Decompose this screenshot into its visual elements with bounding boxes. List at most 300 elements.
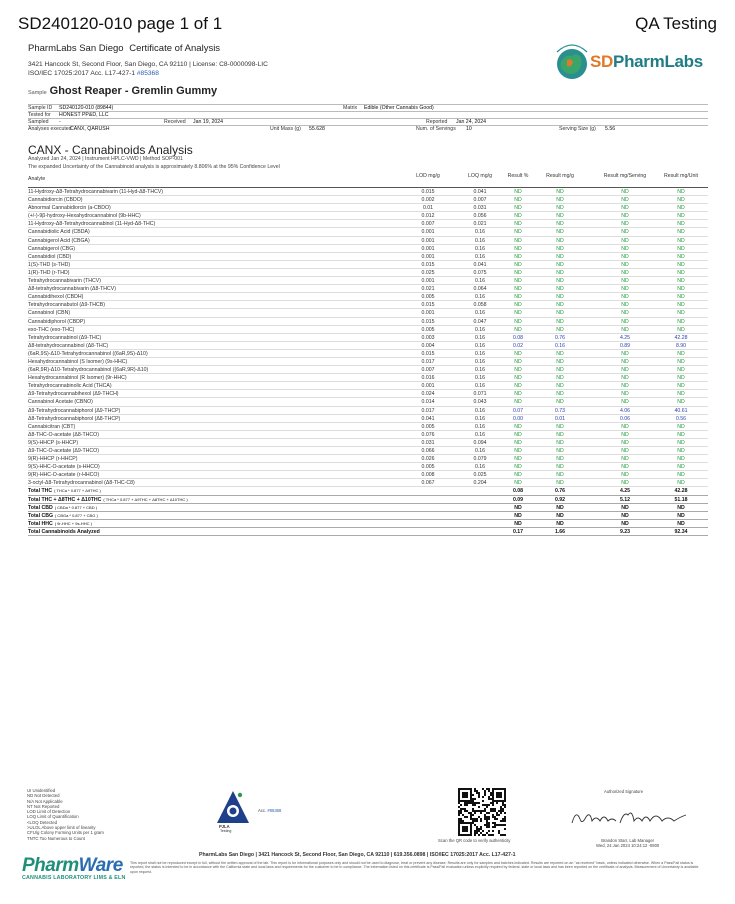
sample-title (28, 85, 217, 97)
lod-cell: 0.005 (421, 326, 435, 333)
result-mg-unit-cell: ND (677, 278, 685, 285)
header-result-mg-unit: Result mg/Unit (663, 173, 699, 179)
analyte-name: Abnormal Cannabidiorcin (a-CBDO) (28, 205, 111, 212)
result-mg-unit-cell: ND (677, 383, 685, 390)
result-pct-cell: ND (514, 326, 522, 333)
result-mg-serving-cell: ND (621, 431, 629, 438)
total-result-pct: 0.09 (512, 496, 524, 503)
table-row (28, 245, 708, 253)
total-result-mg-unit: ND (677, 520, 685, 527)
table-row (28, 366, 708, 374)
total-label: Total Cannabinoids Analyzed (28, 528, 100, 535)
footer-address: PharmLabs San Diego | 3421 Hancock St, Second Floor, San Diego, CA 92110 | 619.356.0898 | ISO/IEC 17025:2017 Acc. L17-427-1 (199, 852, 516, 858)
result-pct-cell: ND (514, 237, 522, 244)
lod-cell: 0.067 (421, 480, 435, 487)
result-mg-unit-cell: ND (677, 237, 685, 244)
analyte-name: 9(R)-HHCP (r-HHCP) (28, 456, 78, 463)
result-mg-serving-cell: ND (621, 326, 629, 333)
result-mg-unit-cell: ND (677, 350, 685, 357)
loq-cell: 0.056 (473, 213, 487, 220)
lod-cell: 0.005 (421, 423, 435, 430)
result-mg-unit-cell: ND (677, 399, 685, 406)
table-row (28, 374, 708, 382)
pjla-testing: Testing (220, 829, 232, 833)
result-pct-cell: ND (514, 431, 522, 438)
result-mg-serving-cell: ND (621, 375, 629, 382)
result-mg-unit-cell: ND (677, 221, 685, 228)
result-pct-cell: ND (514, 294, 522, 301)
total-result-mg-serving: ND (621, 520, 629, 527)
result-mg-unit-cell: ND (677, 229, 685, 236)
loq-cell: 0.16 (474, 367, 486, 374)
lod-cell: 0.001 (421, 245, 435, 252)
loq-cell: 0.007 (473, 197, 487, 204)
loq-cell: 0.094 (473, 439, 487, 446)
lod-cell: 0.076 (421, 431, 435, 438)
result-mg-g-cell: ND (556, 245, 564, 252)
analyte-name: Tetrahydrocannabinolic Acid (THCA) (28, 383, 112, 390)
result-mg-unit-cell: ND (677, 197, 685, 204)
table-row (28, 382, 708, 390)
result-pct-cell: ND (514, 310, 522, 317)
result-mg-serving-cell: ND (621, 205, 629, 212)
result-mg-unit-cell: ND (677, 464, 685, 471)
result-mg-g-cell: ND (556, 399, 564, 406)
result-mg-unit-cell: ND (677, 431, 685, 438)
result-pct-cell: ND (514, 350, 522, 357)
sampled-value: - (59, 119, 61, 125)
result-mg-serving-cell: ND (621, 350, 629, 357)
unit-mass: 55.628 (309, 126, 325, 132)
table-row (28, 309, 708, 317)
result-mg-serving-cell: ND (621, 383, 629, 390)
result-mg-g-cell: ND (556, 310, 564, 317)
sample-name: Ghost Reaper - Gremlin Gummy (49, 85, 218, 97)
total-label: Total CBG ( CBGa * 0.877 + CBG ) (28, 512, 98, 519)
total-row (28, 528, 708, 536)
result-mg-unit-cell: ND (677, 391, 685, 398)
result-mg-g-cell: ND (556, 472, 564, 479)
analyte-name: 1(S)-THD (s-THD) (28, 261, 71, 268)
result-mg-unit-cell: ND (677, 286, 685, 293)
result-mg-unit-cell: ND (677, 245, 685, 252)
result-mg-unit-cell: ND (677, 261, 685, 268)
result-mg-serving-cell: ND (621, 245, 629, 252)
total-row (28, 520, 708, 528)
analyte-name: Tetrahydrocannabinol (Δ9-THC) (28, 334, 102, 341)
total-result-pct: 0.08 (512, 488, 524, 495)
table-row (28, 228, 708, 236)
legend-item: LOD Limit of Detection (27, 809, 71, 815)
analyte-name: 1(R)-THD (r-THD) (28, 269, 70, 276)
lod-cell: 0.016 (421, 375, 435, 382)
footer-disclaimer: This report shall not be reproduced except in full, without the written approval of the lab. This report is for informational purposes only and should not be used to diagnose, treat or prevent any disease. Results are only for samples and batches indicated. Results are reported on an "as received" basis, unless indicated otherwise. When a Pass/Fail status is reported, the status is intended to be in accordance with the California state and local laws and requirements for the customer to be in compliance. The information listed on this certificate is Pass/Fail evaluation unless explicitly required by federal, state or local laws and has been reported on the certificate of analysis. Measurement of Uncertainty is available upon request. (130, 861, 699, 874)
loq-cell: 0.058 (473, 302, 487, 309)
total-formula: ( THCa * 0.877 + Δ9THC + Δ8THC + Δ10THC ) (103, 496, 188, 502)
result-mg-serving-cell: 4.06 (619, 407, 631, 414)
total-label: Total THC + Δ8THC + Δ10THC ( THCa * 0.877 + Δ9THC + Δ8THC + Δ10THC ) (28, 496, 188, 503)
result-pct-cell: ND (514, 318, 522, 325)
result-mg-serving-cell: ND (621, 286, 629, 293)
qr-code-icon[interactable] (458, 788, 506, 836)
result-pct-cell: ND (514, 472, 522, 479)
result-mg-g-cell: ND (556, 431, 564, 438)
result-pct-cell: 0.07 (512, 407, 524, 414)
total-result-mg-unit: ND (677, 512, 685, 519)
result-mg-unit-cell: ND (677, 294, 685, 301)
tested-for: HONEST PP&D, LLC (59, 112, 109, 118)
result-mg-g-cell: 0.16 (554, 342, 566, 349)
result-mg-serving-cell: ND (621, 439, 629, 446)
result-pct-cell: ND (514, 229, 522, 236)
section-subtitle: Analyzed Jan 24, 2024 | Instrument HPLC-VWD | Method SOP-001 (28, 156, 183, 162)
table-row (28, 301, 708, 309)
total-result-mg-g: ND (556, 504, 564, 511)
loq-cell: 0.075 (473, 269, 487, 276)
result-mg-g-cell: ND (556, 189, 564, 195)
result-mg-g-cell: ND (556, 261, 564, 268)
analyte-name: (6aR,9S)-Δ10-Tetrahydrocannabinol ((6aR,9S)-Δ10) (28, 350, 148, 357)
table-row (28, 455, 708, 463)
total-result-mg-unit: 42.28 (674, 488, 688, 495)
result-pct-cell: ND (514, 375, 522, 382)
loq-cell: 0.031 (473, 205, 487, 212)
table-row (28, 326, 708, 334)
analyte-name: Cannabinol (CBN) (28, 310, 71, 317)
lod-cell: 0.001 (421, 253, 435, 260)
analyte-name: 11-Hydroxy-Δ8-Tetrahydrocannabivarin (11-Hyd-Δ8-THCV) (28, 189, 164, 195)
result-mg-g-cell: ND (556, 318, 564, 325)
lod-cell: 0.015 (421, 302, 435, 309)
table-row (28, 423, 708, 431)
result-mg-unit-cell: 40.61 (674, 407, 688, 414)
result-mg-serving-cell: ND (621, 358, 629, 365)
loq-cell: 0.16 (474, 237, 486, 244)
total-result-mg-g: 0.76 (554, 488, 566, 495)
legend-item: TNTC Too Numerous to Count (27, 835, 85, 841)
result-mg-g-cell: ND (556, 205, 564, 212)
cannabinoids-table (28, 172, 708, 536)
result-mg-g-cell: ND (556, 350, 564, 357)
result-mg-serving-cell: ND (621, 237, 629, 244)
total-result-mg-g: 1.66 (554, 528, 566, 535)
analyte-name: 9(R)-HHC-O-acetate (r-HHCO) (28, 472, 100, 479)
loq-cell: 0.071 (473, 391, 487, 398)
total-result-pct: 0.17 (512, 528, 524, 535)
loq-cell: 0.16 (474, 229, 486, 236)
result-mg-serving-cell: ND (621, 253, 629, 260)
loq-cell: 0.16 (474, 294, 486, 301)
analyte-name: (+/-)-9β-hydroxy-Hexahydrocannabinol (9b-HHC) (28, 213, 141, 220)
table-row (28, 415, 708, 423)
table-row (28, 253, 708, 261)
table-row (28, 212, 708, 220)
result-pct-cell: ND (514, 399, 522, 406)
result-mg-unit-cell: ND (677, 448, 685, 454)
lod-cell: 0.026 (421, 456, 435, 463)
lod-cell: 0.004 (421, 342, 435, 349)
table-row (28, 293, 708, 301)
table-row (28, 439, 708, 447)
signature-title: Authorized Signature (604, 789, 644, 794)
lod-cell: 0.001 (421, 310, 435, 317)
table-row (28, 220, 708, 228)
result-pct-cell: ND (514, 269, 522, 276)
result-pct-cell: ND (514, 448, 522, 454)
result-mg-g-cell: ND (556, 326, 564, 333)
lod-cell: 0.017 (421, 407, 435, 414)
loq-cell: 0.16 (474, 464, 486, 471)
table-row (28, 196, 708, 204)
loq-cell: 0.047 (473, 318, 487, 325)
result-mg-serving-cell: ND (621, 229, 629, 236)
result-pct-cell: ND (514, 358, 522, 365)
lab-heading (28, 43, 220, 54)
total-result-mg-g: ND (556, 520, 564, 527)
result-mg-unit-cell: ND (677, 423, 685, 430)
analyte-name: Cannabicitran (CBT) (28, 423, 76, 430)
result-mg-unit-cell: ND (677, 205, 685, 212)
total-formula: ( CBGa * 0.877 + CBG ) (54, 512, 98, 518)
serving-size: 5.56 (605, 126, 616, 132)
result-pct-cell: 0.00 (512, 415, 524, 422)
lod-cell: 0.041 (421, 415, 435, 422)
loq-cell: 0.16 (474, 326, 486, 333)
info-row-1: Sample ID SD240120-010 (89844) Matrix Edible (Other Cannabis Good) (28, 104, 708, 111)
result-mg-serving-cell: ND (621, 480, 629, 487)
result-pct-cell: ND (514, 480, 522, 487)
pjla-label: PJLA (219, 824, 230, 829)
table-row (28, 358, 708, 366)
result-mg-serving-cell: ND (621, 391, 629, 398)
info-row-4: Analyses executed CANX, QARUSH Unit Mass (g) 55.628 Num. of Servings 10 Serving Size (g) 5.56 (28, 125, 708, 132)
result-mg-serving-cell: ND (621, 294, 629, 301)
analyte-name: (6aR,9R)-Δ10-Tetrahydrocannabinol ((6aR,9R)-Δ10) (28, 367, 149, 374)
result-mg-g-cell: ND (556, 448, 564, 454)
lod-cell: 0.031 (421, 439, 435, 446)
received-date: Jan 19, 2024 (193, 119, 223, 125)
analyte-name: Cannabidihexol (CBDH) (28, 294, 84, 301)
loq-cell: 0.079 (473, 456, 487, 463)
loq-cell: 0.16 (474, 278, 486, 285)
analyte-name: Cannabigerol (CBG) (28, 245, 75, 252)
result-mg-unit-cell: ND (677, 358, 685, 365)
total-result-mg-serving: ND (621, 512, 629, 519)
table-row (28, 390, 708, 398)
result-mg-serving-cell: ND (621, 269, 629, 276)
total-result-mg-serving: ND (621, 504, 629, 511)
result-mg-unit-cell: ND (677, 310, 685, 317)
total-label: Total CBD ( CBDa * 0.877 + CBD ) (28, 504, 98, 511)
analyte-name: 3-octyl-Δ8-Tetrahydrocannabinol (Δ8-THC-C8) (28, 480, 135, 487)
lod-cell: 0.014 (421, 399, 435, 406)
matrix-value: Edible (Other Cannabis Good) (364, 105, 434, 111)
result-mg-unit-cell: ND (677, 213, 685, 220)
result-mg-g-cell: 0.76 (554, 334, 566, 341)
total-result-mg-unit: 51.18 (674, 496, 688, 503)
loq-cell: 0.16 (474, 358, 486, 365)
result-mg-g-cell: ND (556, 229, 564, 236)
result-mg-g-cell: ND (556, 269, 564, 276)
lab-name: PharmLabs San Diego (28, 43, 124, 54)
result-pct-cell: ND (514, 205, 522, 212)
loq-cell: 0.16 (474, 407, 486, 414)
header-result-pct: Result % (507, 173, 529, 179)
lod-cell: 0.001 (421, 237, 435, 244)
table-row (28, 407, 708, 415)
loq-cell: 0.16 (474, 245, 486, 252)
result-mg-g-cell: ND (556, 302, 564, 309)
lod-cell: 0.005 (421, 464, 435, 471)
analyses-executed: CANX, QARUSH (70, 126, 110, 132)
result-mg-serving-cell: ND (621, 464, 629, 471)
result-mg-g-cell: 0.01 (554, 415, 566, 422)
table-row (28, 463, 708, 471)
table-row (28, 188, 708, 196)
num-servings: 10 (466, 126, 472, 132)
loq-cell: 0.16 (474, 431, 486, 438)
lod-cell: 0.015 (421, 189, 435, 195)
result-mg-g-cell: ND (556, 480, 564, 487)
result-pct-cell: ND (514, 464, 522, 471)
table-row (28, 334, 708, 342)
legend-item: CFU/g Colony Forming Units per 1 gram (27, 830, 104, 836)
analyte-name: Δ8-THC-O-acetate (Δ8-THCO) (28, 431, 99, 438)
result-mg-unit-cell: 0.56 (675, 415, 687, 422)
result-mg-g-cell: ND (556, 383, 564, 390)
result-mg-g-cell: ND (556, 237, 564, 244)
header-loq: LOQ mg/g (468, 173, 492, 179)
header-lod: LOD mg/g (416, 173, 440, 179)
result-mg-unit-cell: 8.90 (675, 342, 687, 349)
table-row (28, 261, 708, 269)
total-formula: ( 9r-HHC + 9s-HHC ) (54, 520, 92, 526)
table-row (28, 342, 708, 350)
section-title: CANX - Cannabinoids Analysis (28, 143, 193, 157)
reported-date: Jan 24, 2024 (456, 119, 486, 125)
analyte-name: Cannabidiol (CBD) (28, 253, 72, 260)
result-mg-unit-cell: ND (677, 472, 685, 479)
doc-type: Certificate of Analysis (129, 43, 221, 54)
result-mg-g-cell: 0.73 (554, 407, 566, 414)
table-row (28, 269, 708, 277)
analyte-name: 9(S)-HHCP (s-HHCP) (28, 439, 79, 446)
table-row (28, 398, 708, 406)
total-row (28, 487, 708, 495)
result-pct-cell: ND (514, 197, 522, 204)
result-pct-cell: ND (514, 391, 522, 398)
result-pct-cell: ND (514, 278, 522, 285)
analyte-name: Cannabidiorcin (CBDO) (28, 197, 83, 204)
total-row (28, 512, 708, 520)
result-pct-cell: ND (514, 189, 522, 195)
result-mg-serving-cell: ND (621, 423, 629, 430)
result-mg-unit-cell: ND (677, 269, 685, 276)
analyte-name: 11-Hydroxy-Δ8-Tetrahydrocannabinol (11-Hyd-Δ8-THC) (28, 221, 156, 228)
loq-cell: 0.16 (474, 423, 486, 430)
result-mg-serving-cell: ND (621, 448, 629, 454)
table-row (28, 318, 708, 326)
analyte-name: Δ8-tetrahydrocannabivarin (Δ8-THCV) (28, 286, 116, 293)
result-mg-serving-cell: 4.25 (619, 334, 631, 341)
result-mg-g-cell: ND (556, 456, 564, 463)
pjla-acc: Acc. #85368 (258, 808, 282, 813)
lod-cell: 0.015 (421, 318, 435, 325)
iso-acc-link[interactable]: #85368 (136, 70, 159, 77)
loq-cell: 0.041 (473, 261, 487, 268)
header-analyte: Analyte (28, 176, 46, 182)
result-mg-serving-cell: ND (621, 302, 629, 309)
analyte-name: Δ9-Tetrahydrocannabiphorol (Δ9-THCP) (28, 407, 121, 414)
analyte-name: Cannabigerol Acid (CBGA) (28, 237, 90, 244)
result-mg-serving-cell: ND (621, 310, 629, 317)
total-result-pct: ND (514, 512, 522, 519)
result-mg-g-cell: ND (556, 278, 564, 285)
table-row (28, 479, 708, 487)
signature-image (570, 805, 690, 829)
info-row-2: Tested for HONEST PP&D, LLC (28, 111, 708, 118)
qa-testing-label: QA Testing (635, 14, 717, 33)
lod-cell: 0.012 (421, 213, 435, 220)
result-mg-unit-cell: ND (677, 302, 685, 309)
loq-cell: 0.16 (474, 342, 486, 349)
result-mg-unit-cell: ND (677, 439, 685, 446)
result-mg-g-cell: ND (556, 423, 564, 430)
result-mg-g-cell: ND (556, 391, 564, 398)
result-mg-serving-cell: ND (621, 261, 629, 268)
loq-cell: 0.16 (474, 334, 486, 341)
loq-cell: 0.16 (474, 350, 486, 357)
result-mg-unit-cell: ND (677, 375, 685, 382)
result-mg-g-cell: ND (556, 253, 564, 260)
lod-cell: 0.066 (421, 448, 435, 454)
result-pct-cell: ND (514, 253, 522, 260)
lod-cell: 0.01 (422, 205, 434, 212)
lod-cell: 0.002 (421, 197, 435, 204)
total-result-mg-g: 0.92 (554, 496, 566, 503)
table-row (28, 447, 708, 455)
loq-cell: 0.16 (474, 310, 486, 317)
lod-cell: 0.024 (421, 391, 435, 398)
result-mg-unit-cell: ND (677, 253, 685, 260)
analyte-name: Δ9-Tetrahydrocannabihexol (Δ9-THCH) (28, 391, 119, 398)
result-pct-cell: ND (514, 456, 522, 463)
legend-item: ND Not Detected (27, 793, 60, 799)
analyte-name: Hexahydrocannabinol (S Isomer) (9s-HHC) (28, 358, 128, 365)
iso-text: ISO/IEC 17025:2017 Acc. L17-427-1 (28, 70, 137, 77)
result-pct-cell: ND (514, 286, 522, 293)
result-mg-serving-cell: ND (621, 213, 629, 220)
result-pct-cell: ND (514, 213, 522, 220)
analyte-name: Cannabinol Acetate (CBNO) (28, 399, 93, 406)
lod-cell: 0.021 (421, 286, 435, 293)
loq-cell: 0.043 (473, 399, 487, 406)
loq-cell: 0.021 (473, 221, 487, 228)
total-row (28, 496, 708, 504)
lod-cell: 0.001 (421, 229, 435, 236)
uncertainty-note: The expanded Uncertainty of the Cannabinoid analysis is approximately 8.806% at the 95% Confidence Level (28, 164, 280, 170)
analyte-name: Cannabidiphorol (CBDP) (28, 318, 86, 325)
result-mg-unit-cell: ND (677, 367, 685, 374)
header-result-mg-serving: Result mg/Serving (603, 173, 647, 179)
table-row (28, 350, 708, 358)
result-mg-serving-cell: ND (621, 278, 629, 285)
loq-cell: 0.16 (474, 383, 486, 390)
result-pct-cell: 0.08 (512, 334, 524, 341)
analyte-name: exo-THC (exo-THC) (28, 326, 75, 333)
analyte-name: 9(S)-HHC-O-acetate (s-HHCO) (28, 464, 100, 471)
total-row (28, 504, 708, 512)
